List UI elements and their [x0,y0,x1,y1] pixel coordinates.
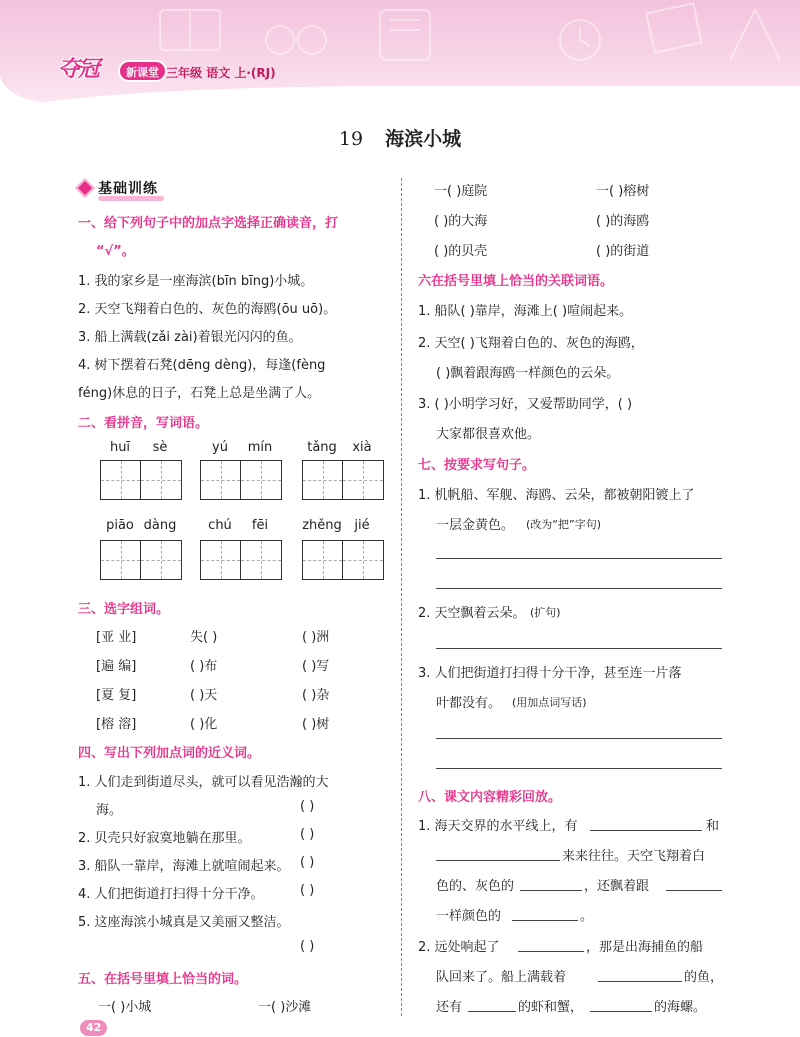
s5-blank[interactable]: ( )的贝壳 [434,244,488,259]
pinyin: huī [109,440,131,455]
writing-grid[interactable] [302,540,384,580]
pinyin: mín [247,440,273,455]
s6-item-1: 1. 船队( )靠岸，海滩上( )喧闹起来。 [418,304,633,319]
s5-blank[interactable]: ( )的街道 [596,244,650,259]
s4-answer[interactable]: ( ) [300,827,315,842]
s6-heading: 六在括号里填上恰当的关联词语。 [418,274,614,289]
answer-line[interactable] [436,738,722,739]
s5-blank[interactable]: 一( )榕树 [596,184,650,199]
page-number: 42 [80,1020,107,1036]
pinyin: tǎng [307,440,337,455]
s7-item-3: 3. 人们把街道打扫得十分干净，甚至连一片落 [418,666,682,681]
s7-item-2: 2. 天空飘着云朵。 [418,606,526,621]
s4-answer[interactable]: ( ) [300,855,315,870]
s7-instruction: (用加点词写话) [512,696,587,709]
writing-grid[interactable] [302,460,384,500]
s1-heading: 一、给下列句子中的加点字选择正确读音，打 [78,216,339,231]
s4-item-2: 2. 贝壳只好寂寞地躺在那里。 [78,831,251,846]
s4-item-1: 1. 人们走到街道尽头，就可以看见浩瀚的大 [78,775,329,790]
s3-pair: [夏 复] [96,688,137,703]
s4-item-1-cont: 海。 [96,803,123,818]
s5-heading: 五、在括号里填上恰当的词。 [78,972,248,987]
s8-text: 。 [580,909,594,924]
s4-item-3: 3. 船队一靠岸，海滩上就喧闹起来。 [78,859,290,874]
page-title [0,124,800,151]
brand-logo: 夺冠 [58,56,99,82]
s8-text: 的海螺。 [654,1000,707,1015]
s5-blank[interactable]: ( )的大海 [434,214,488,229]
pinyin: sè [152,440,168,455]
s1-item-2: 2. 天空飞翔着白色的、灰色的海鸥(ōu uō)。 [78,302,337,317]
writing-grid[interactable] [200,460,282,500]
s4-heading: 四、写出下列加点词的近义词。 [78,746,261,761]
s6-item-2: 2. 天空( )飞翔着白色的、灰色的海鸥， [418,336,644,351]
s3-pair: [遍 编] [96,659,137,674]
fill-blank[interactable] [518,951,584,952]
s5-blank[interactable]: 一( )庭院 [434,184,488,199]
column-divider [401,178,402,1016]
writing-grid[interactable] [100,460,182,500]
brand-badge: 新课堂 [118,60,167,82]
s4-item-4: 4. 人们把街道打扫得十分干净。 [78,887,264,902]
pinyin: dàng [143,518,177,533]
s2-heading: 二、看拼音，写词语。 [78,416,209,431]
answer-line[interactable] [436,768,722,769]
section-tag-label: 基础训练 [98,181,158,197]
s3-blank[interactable]: ( )洲 [302,630,330,645]
s5-blank[interactable]: 一( )小城 [98,1000,152,1015]
s4-answer[interactable]: ( ) [300,883,315,898]
s3-blank[interactable]: ( )布 [190,659,218,674]
s4-item-5: 5. 这座海滨小城真是又美丽又整洁。 [78,915,290,930]
s3-pair: [榕 溶] [96,717,137,732]
fill-blank[interactable] [520,890,582,891]
answer-line[interactable] [436,558,722,559]
s7-heading: 七、按要求写句子。 [418,458,536,473]
diamond-icon [75,178,95,198]
grade-subject: 三年级 语文 上·(RJ) [166,66,276,80]
fill-blank[interactable] [590,830,702,831]
s8-text: ，那是出海捕鱼的船 [586,940,704,955]
fill-blank[interactable] [598,981,682,982]
fill-blank[interactable] [512,920,578,921]
answer-line[interactable] [436,648,722,649]
s8-text: 1. 海天交界的水平线上，有 [418,819,578,834]
answer-line[interactable] [436,588,722,589]
header-curve [0,86,800,104]
s8-text: ，还飘着跟 [584,879,650,894]
s1-item-4-cont: féng)休息的日子，石凳上总是坐满了人。 [78,386,321,401]
s3-blank[interactable]: ( )写 [302,659,330,674]
s3-blank[interactable]: ( )杂 [302,688,330,703]
s7-item-1-cont: 一层金黄色。 [436,518,515,533]
s7-instruction: (改为“把”字句) [526,518,601,531]
s1-item-1: 1. 我的家乡是一座海滨(bīn bīng)小城。 [78,274,314,289]
s6-item-2-cont: ( )飘着跟海鸥一样颜色的云朵。 [436,366,620,381]
fill-blank[interactable] [468,1011,516,1012]
pinyin: zhěng [302,518,342,533]
s6-item-3-cont: 大家都很喜欢他。 [436,427,541,442]
s7-item-1: 1. 机帆船、军舰、海鸥、云朵，都被朝阳镀上了 [418,488,695,503]
s8-text: 还有 [436,1000,463,1015]
s8-text: 一样颜色的 [436,909,502,924]
writing-grid[interactable] [100,540,182,580]
s8-text: 队回来了。船上满载着 [436,970,567,985]
s8-text: 来来往往。天空飞翔着白 [562,849,706,864]
section-tag [78,178,158,198]
s8-text: 色的、灰色的 [436,879,515,894]
s1-heading-2: “√”。 [96,244,135,259]
s5-blank[interactable]: ( )的海鸥 [596,214,650,229]
s3-blank[interactable]: ( )树 [302,717,330,732]
s7-item-3-cont: 叶都没有。 [436,696,502,711]
pinyin: fēi [251,518,269,533]
writing-grid[interactable] [200,540,282,580]
s5-blank[interactable]: 一( )沙滩 [258,1000,312,1015]
s8-text: 和 [706,819,720,834]
s3-blank[interactable]: ( )天 [190,688,218,703]
s7-instruction: (扩句) [530,606,561,619]
s3-blank[interactable]: 失( ) [190,630,218,645]
pinyin: yú [212,440,228,455]
s3-heading: 三、选字组词。 [78,602,170,617]
s6-item-3: 3. ( )小明学习好，又爱帮助同学，( ) [418,397,633,412]
s3-blank[interactable]: ( )化 [190,717,218,732]
s8-text: 的虾和蟹， [518,1000,584,1015]
s4-answer[interactable]: ( ) [300,939,315,954]
fill-blank[interactable] [436,860,560,861]
s8-heading: 八、课文内容精彩回放。 [418,790,562,805]
s1-item-4: 4. 树下摆着石凳(dēng dèng)，每逢(fèng [78,358,326,373]
pinyin: xià [352,440,372,455]
s1-item-3: 3. 船上满载(zǎi zài)着银光闪闪的鱼。 [78,330,302,345]
pinyin: chú [208,518,232,533]
lesson-number: 19 [338,128,364,150]
page-header [0,0,800,104]
pinyin: jié [354,518,370,533]
s8-text: 2. 远处响起了 [418,940,500,955]
fill-blank[interactable] [666,890,722,891]
pinyin: piāo [106,518,134,533]
lesson-title: 海滨小城 [385,128,462,150]
s3-pair: [亚 业] [96,630,137,645]
s4-answer[interactable]: ( ) [300,799,315,814]
s8-text: 的鱼， [684,970,724,985]
fill-blank[interactable] [590,1011,652,1012]
